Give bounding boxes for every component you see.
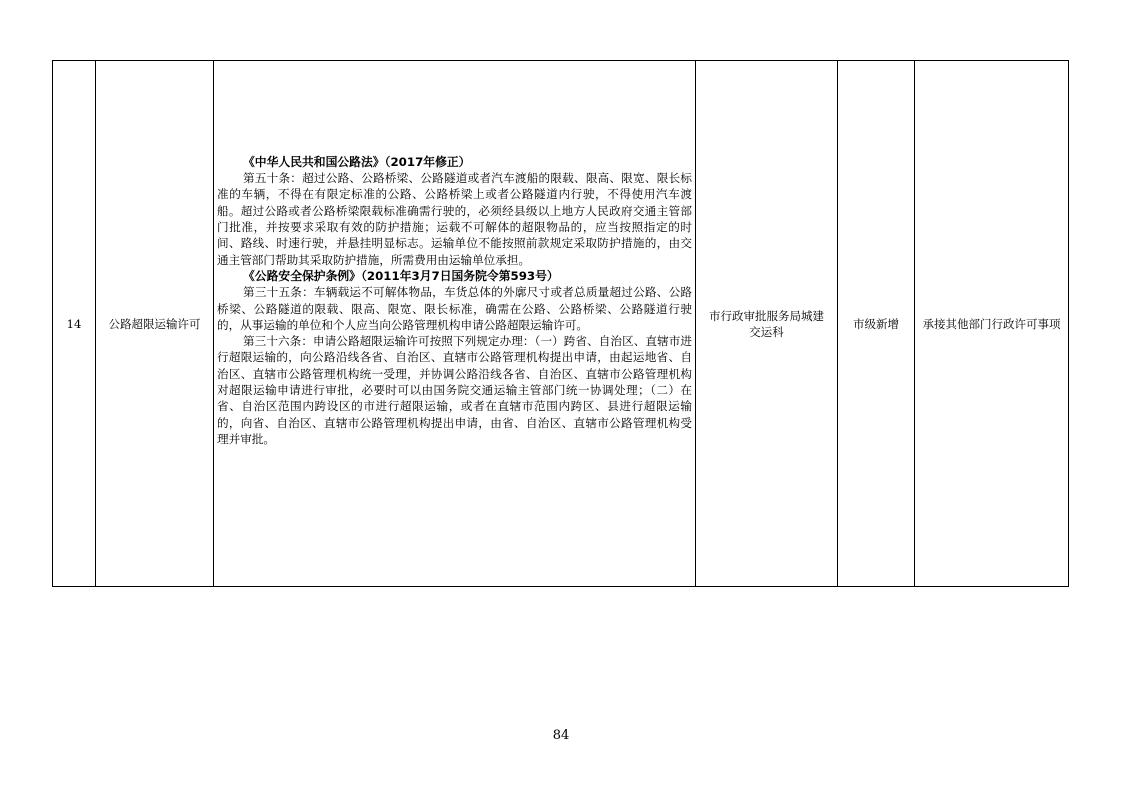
item-name-cell: 公路超限运输许可 [96, 61, 214, 587]
permit-table [52, 60, 1069, 587]
table-row [53, 61, 1069, 587]
note-cell: 承接其他部门行政许可事项 [915, 61, 1069, 587]
department-cell: 市行政审批服务局城建交运科 [696, 61, 838, 587]
article-35: 第三十五条：车辆载运不可解体物品，车货总体的外廓尺寸或者总质量超过公路、公路桥梁、公路隧道的限载、限高、限宽、限长标准，确需在公路、公路桥梁、公路隧道行驶的，从事运输的单位和个人应当向公路管理机构申请公路超限运输许可。 [217, 285, 692, 332]
article-36: 第三十六条：申请公路超限运输许可按照下列规定办理：（一）跨省、自治区、直辖市进行超限运输的，向公路沿线各省、自治区、直辖市公路管理机构提出申请，由起运地省、自治区、直辖市公路管理机构统一受理，并协调公路沿线各省、自治区、直辖市公路管理机构对超限运输申请进行审批，必要时可以由国务院交通运输主管部门统一协调处理；（二）在省、自治区范围内跨设区的市进行超限运输，或者在直辖市范围内跨区、县进行超限运输的，向省、自治区、直辖市公路管理机构提出申请，由省、自治区、直辖市公路管理机构受理并审批。 [217, 334, 692, 446]
page-number: 84 [552, 728, 570, 743]
article-50: 第五十条：超过公路、公路桥梁、公路隧道或者汽车渡船的限载、限高、限宽、限长标准的车辆，不得在有限定标准的公路、公路桥梁上或者公路隧道内行驶，不得使用汽车渡船。超过公路或者公路桥梁限载标准确需行驶的，必须经县级以上地方人民政府交通主管部门批准，并按要求采取有效的防护措施；运载不可解体的超限物品的，应当按照指定的时间、路线、时速行驶，并悬挂明显标志。运输单位不能按照前款规定采取防护措施的，由交通主管部门帮助其采取防护措施，所需费用由运输单位承担。 [217, 171, 692, 267]
legal-basis-cell [214, 61, 696, 587]
change-type-cell: 市级新增 [838, 61, 915, 587]
legal-basis-text [217, 154, 692, 447]
law-title-safety-regulation: 《公路安全保护条例》（2011年3月7日国务院令第593号） [243, 268, 559, 283]
row-number-cell: 14 [53, 61, 96, 587]
law-title-highway-law: 《中华人民共和国公路法》（2017年修正） [243, 154, 471, 169]
